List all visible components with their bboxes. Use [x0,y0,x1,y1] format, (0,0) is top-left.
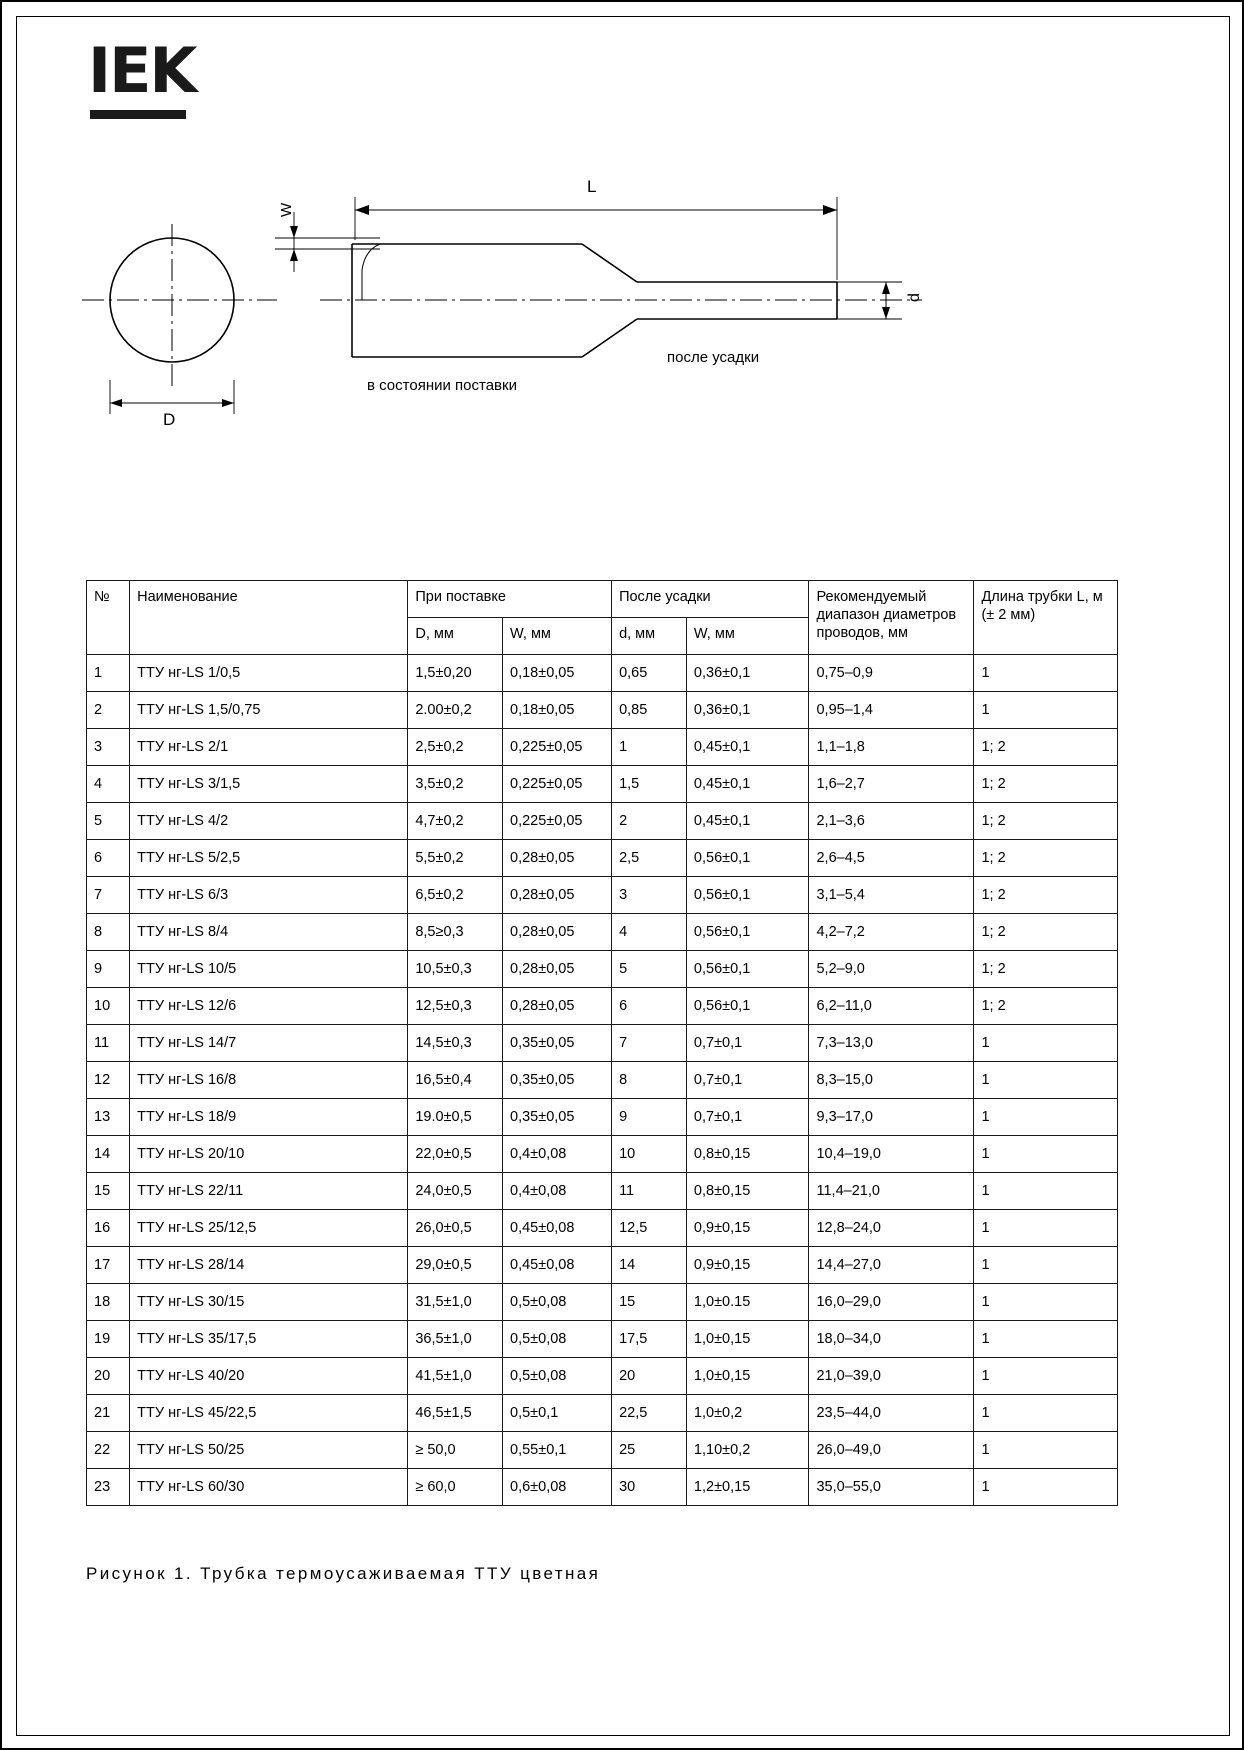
label-as-supplied: в состоянии поставки [367,377,517,394]
cell-supply-w: 0,225±0,05 [503,729,612,766]
cell-range: 2,1–3,6 [809,803,974,840]
cell-range: 11,4–21,0 [809,1173,974,1210]
header-shrink-d: d, мм [612,618,687,655]
cell-num: 16 [87,1210,130,1247]
table-row [87,951,1118,988]
cell-supply-d: 6,5±0,2 [408,877,503,914]
cell-shrink-w: 0,56±0,1 [686,988,809,1025]
table-row [87,803,1118,840]
cell-num: 9 [87,951,130,988]
table-row [87,1321,1118,1358]
cell-shrink-d: 14 [612,1247,687,1284]
cell-shrink-w: 1,10±0,2 [686,1432,809,1469]
cell-shrink-d: 2,5 [612,840,687,877]
cell-num: 5 [87,803,130,840]
cell-shrink-d: 15 [612,1284,687,1321]
cell-num: 23 [87,1469,130,1506]
table-row [87,1284,1118,1321]
cell-length: 1 [974,1469,1118,1506]
cell-length: 1 [974,1247,1118,1284]
cell-shrink-w: 1,0±0.15 [686,1284,809,1321]
cell-supply-w: 0,18±0,05 [503,692,612,729]
cell-supply-w: 0,6±0,08 [503,1469,612,1506]
cell-length: 1 [974,1025,1118,1062]
cell-shrink-d: 7 [612,1025,687,1062]
cell-shrink-w: 0,56±0,1 [686,914,809,951]
cell-range: 2,6–4,5 [809,840,974,877]
cell-num: 20 [87,1358,130,1395]
cell-num: 14 [87,1136,130,1173]
cell-shrink-d: 5 [612,951,687,988]
cell-shrink-d: 25 [612,1432,687,1469]
cell-length: 1 [974,1062,1118,1099]
cell-range: 23,5–44,0 [809,1395,974,1432]
table-row [87,988,1118,1025]
cell-num: 18 [87,1284,130,1321]
cell-range: 18,0–34,0 [809,1321,974,1358]
cell-shrink-w: 1,2±0,15 [686,1469,809,1506]
cell-name: ТТУ нг-LS 6/3 [130,877,408,914]
cell-length: 1; 2 [974,803,1118,840]
spec-table-wrapper [86,580,1118,1506]
cell-shrink-w: 0,7±0,1 [686,1062,809,1099]
cell-shrink-d: 17,5 [612,1321,687,1358]
cell-range: 7,3–13,0 [809,1025,974,1062]
cell-shrink-w: 0,9±0,15 [686,1210,809,1247]
cell-supply-d: ≥ 60,0 [408,1469,503,1506]
cell-shrink-w: 0,56±0,1 [686,877,809,914]
header-shrink-w: W, мм [686,618,809,655]
header-supply-d: D, мм [408,618,503,655]
cell-supply-w: 0,4±0,08 [503,1136,612,1173]
cell-name: ТТУ нг-LS 30/15 [130,1284,408,1321]
cell-name: ТТУ нг-LS 16/8 [130,1062,408,1099]
cell-supply-w: 0,28±0,05 [503,914,612,951]
cell-shrink-w: 1,0±0,15 [686,1321,809,1358]
cell-length: 1 [974,692,1118,729]
cell-num: 15 [87,1173,130,1210]
cell-name: ТТУ нг-LS 14/7 [130,1025,408,1062]
cell-shrink-d: 1 [612,729,687,766]
drawing-svg [62,152,1062,472]
cell-shrink-d: 12,5 [612,1210,687,1247]
table-row [87,1062,1118,1099]
cell-name: ТТУ нг-LS 28/14 [130,1247,408,1284]
cell-range: 10,4–19,0 [809,1136,974,1173]
cell-supply-w: 0,5±0,08 [503,1358,612,1395]
cell-supply-d: ≥ 50,0 [408,1432,503,1469]
cell-range: 8,3–15,0 [809,1062,974,1099]
cell-supply-d: 41,5±1,0 [408,1358,503,1395]
cell-supply-w: 0,45±0,08 [503,1247,612,1284]
cell-range: 0,95–1,4 [809,692,974,729]
cell-shrink-w: 0,36±0,1 [686,655,809,692]
table-row [87,1136,1118,1173]
cell-length: 1 [974,1099,1118,1136]
cell-name: ТТУ нг-LS 22/11 [130,1173,408,1210]
cell-supply-d: 16,5±0,4 [408,1062,503,1099]
cell-shrink-d: 1,5 [612,766,687,803]
cell-range: 0,75–0,9 [809,655,974,692]
cell-shrink-d: 10 [612,1136,687,1173]
cell-length: 1 [974,1210,1118,1247]
cell-shrink-w: 0,8±0,15 [686,1136,809,1173]
cell-name: ТТУ нг-LS 3/1,5 [130,766,408,803]
cell-num: 4 [87,766,130,803]
cell-supply-d: 46,5±1,5 [408,1395,503,1432]
label-after-shrink: после усадки [667,349,760,366]
cell-name: ТТУ нг-LS 2/1 [130,729,408,766]
cell-name: ТТУ нг-LS 1/0,5 [130,655,408,692]
label-d-big: D [163,410,176,429]
cell-num: 10 [87,988,130,1025]
table-row [87,1025,1118,1062]
cell-supply-w: 0,5±0,08 [503,1284,612,1321]
label-l: L [587,177,597,196]
cell-length: 1 [974,1395,1118,1432]
cell-name: ТТУ нг-LS 45/22,5 [130,1395,408,1432]
cell-supply-d: 2.00±0,2 [408,692,503,729]
cell-length: 1 [974,1284,1118,1321]
cell-name: ТТУ нг-LS 20/10 [130,1136,408,1173]
cell-range: 35,0–55,0 [809,1469,974,1506]
figure-caption: Рисунок 1. Трубка термоусаживаемая ТТУ цветная [86,1564,601,1583]
cell-name: ТТУ нг-LS 5/2,5 [130,840,408,877]
technical-drawing: W L d D в состоянии поставки после усадки [62,152,1062,472]
table-row [87,1395,1118,1432]
cell-supply-d: 2,5±0,2 [408,729,503,766]
cell-length: 1 [974,1321,1118,1358]
cell-supply-d: 36,5±1,0 [408,1321,503,1358]
cell-shrink-w: 0,9±0,15 [686,1247,809,1284]
cell-length: 1; 2 [974,914,1118,951]
cell-supply-d: 8,5≥0,3 [408,914,503,951]
cell-shrink-w: 0,36±0,1 [686,692,809,729]
header-num: № [87,581,130,655]
table-row [87,840,1118,877]
cell-shrink-w: 1,0±0,2 [686,1395,809,1432]
cell-supply-w: 0,35±0,05 [503,1025,612,1062]
cell-shrink-d: 2 [612,803,687,840]
cell-length: 1; 2 [974,951,1118,988]
cell-shrink-d: 8 [612,1062,687,1099]
header-range: Рекомендуемый диапазон диаметров проводов, мм [809,581,974,655]
iek-logo [88,34,196,107]
cell-supply-d: 10,5±0,3 [408,951,503,988]
cell-shrink-d: 3 [612,877,687,914]
cell-supply-w: 0,225±0,05 [503,766,612,803]
cell-num: 19 [87,1321,130,1358]
cell-name: ТТУ нг-LS 10/5 [130,951,408,988]
cell-name: ТТУ нг-LS 40/20 [130,1358,408,1395]
table-head [87,581,1118,655]
cell-supply-d: 5,5±0,2 [408,840,503,877]
header-length: Длина трубки L, м (± 2 мм) [974,581,1118,655]
cell-name: ТТУ нг-LS 4/2 [130,803,408,840]
cell-name: ТТУ нг-LS 12/6 [130,988,408,1025]
cell-name: ТТУ нг-LS 8/4 [130,914,408,951]
table-row [87,766,1118,803]
cell-length: 1 [974,1358,1118,1395]
cell-num: 3 [87,729,130,766]
cell-range: 1,1–1,8 [809,729,974,766]
cell-supply-d: 4,7±0,2 [408,803,503,840]
cell-shrink-d: 20 [612,1358,687,1395]
cell-supply-w: 0,35±0,05 [503,1099,612,1136]
cell-length: 1 [974,1173,1118,1210]
cell-range: 5,2–9,0 [809,951,974,988]
cell-length: 1; 2 [974,840,1118,877]
table-row [87,655,1118,692]
cell-num: 22 [87,1432,130,1469]
logo-underline [90,110,186,119]
cell-supply-w: 0,28±0,05 [503,877,612,914]
cell-shrink-w: 0,45±0,1 [686,729,809,766]
cell-shrink-d: 22,5 [612,1395,687,1432]
cell-shrink-d: 0,85 [612,692,687,729]
cell-range: 4,2–7,2 [809,914,974,951]
cell-supply-w: 0,4±0,08 [503,1173,612,1210]
cell-supply-w: 0,28±0,05 [503,951,612,988]
cell-name: ТТУ нг-LS 25/12,5 [130,1210,408,1247]
cell-num: 12 [87,1062,130,1099]
header-supply-w: W, мм [503,618,612,655]
cell-range: 21,0–39,0 [809,1358,974,1395]
cell-shrink-w: 1,0±0,15 [686,1358,809,1395]
cell-supply-w: 0,5±0,1 [503,1395,612,1432]
cell-length: 1 [974,1432,1118,1469]
cell-range: 1,6–2,7 [809,766,974,803]
cell-range: 16,0–29,0 [809,1284,974,1321]
cell-shrink-w: 0,8±0,15 [686,1173,809,1210]
cell-supply-d: 12,5±0,3 [408,988,503,1025]
cell-shrink-w: 0,7±0,1 [686,1099,809,1136]
cell-supply-d: 14,5±0,3 [408,1025,503,1062]
table-header-row-1 [87,581,1118,618]
cell-supply-w: 0,35±0,05 [503,1062,612,1099]
cell-range: 6,2–11,0 [809,988,974,1025]
cell-num: 2 [87,692,130,729]
cell-shrink-d: 0,65 [612,655,687,692]
table-row [87,729,1118,766]
table-row [87,1358,1118,1395]
table-body [87,655,1118,1506]
cell-supply-d: 22,0±0,5 [408,1136,503,1173]
cell-supply-d: 1,5±0,20 [408,655,503,692]
cell-shrink-d: 30 [612,1469,687,1506]
table-row [87,877,1118,914]
cell-length: 1; 2 [974,988,1118,1025]
cell-supply-d: 26,0±0,5 [408,1210,503,1247]
cell-supply-w: 0,225±0,05 [503,803,612,840]
cell-shrink-w: 0,56±0,1 [686,951,809,988]
table-row [87,1247,1118,1284]
spec-table [86,580,1118,1506]
cell-supply-d: 3,5±0,2 [408,766,503,803]
cell-supply-w: 0,5±0,08 [503,1321,612,1358]
cell-name: ТТУ нг-LS 1,5/0,75 [130,692,408,729]
logo-text: IEK [88,34,196,107]
table-row [87,1432,1118,1469]
cell-num: 8 [87,914,130,951]
cell-shrink-w: 0,45±0,1 [686,803,809,840]
cell-length: 1; 2 [974,877,1118,914]
table-row [87,914,1118,951]
cell-name: ТТУ нг-LS 35/17,5 [130,1321,408,1358]
cell-range: 12,8–24,0 [809,1210,974,1247]
cell-range: 26,0–49,0 [809,1432,974,1469]
cell-num: 13 [87,1099,130,1136]
cell-supply-w: 0,28±0,05 [503,840,612,877]
cell-supply-w: 0,18±0,05 [503,655,612,692]
cell-supply-d: 29,0±0,5 [408,1247,503,1284]
cell-shrink-w: 0,45±0,1 [686,766,809,803]
table-row [87,1469,1118,1506]
cell-num: 21 [87,1395,130,1432]
cell-num: 17 [87,1247,130,1284]
header-shrink-group: После усадки [612,581,809,618]
cell-range: 14,4–27,0 [809,1247,974,1284]
cell-num: 11 [87,1025,130,1062]
cell-shrink-d: 9 [612,1099,687,1136]
cell-num: 6 [87,840,130,877]
cell-num: 7 [87,877,130,914]
table-row [87,1210,1118,1247]
cell-length: 1; 2 [974,766,1118,803]
cell-length: 1 [974,1136,1118,1173]
header-supply-group: При поставке [408,581,612,618]
table-row [87,1173,1118,1210]
cell-range: 3,1–5,4 [809,877,974,914]
cell-supply-w: 0,55±0,1 [503,1432,612,1469]
cell-supply-w: 0,28±0,05 [503,988,612,1025]
table-row [87,1099,1118,1136]
cell-shrink-d: 11 [612,1173,687,1210]
table-row [87,692,1118,729]
header-name: Наименование [130,581,408,655]
cell-shrink-d: 6 [612,988,687,1025]
cell-range: 9,3–17,0 [809,1099,974,1136]
cell-shrink-w: 0,56±0,1 [686,840,809,877]
cell-name: ТТУ нг-LS 50/25 [130,1432,408,1469]
cell-supply-w: 0,45±0,08 [503,1210,612,1247]
cell-num: 1 [87,655,130,692]
cell-name: ТТУ нг-LS 60/30 [130,1469,408,1506]
cell-supply-d: 19.0±0,5 [408,1099,503,1136]
cell-length: 1 [974,655,1118,692]
cell-supply-d: 24,0±0,5 [408,1173,503,1210]
cell-shrink-w: 0,7±0,1 [686,1025,809,1062]
cell-name: ТТУ нг-LS 18/9 [130,1099,408,1136]
cell-supply-d: 31,5±1,0 [408,1284,503,1321]
cell-length: 1; 2 [974,729,1118,766]
cell-shrink-d: 4 [612,914,687,951]
